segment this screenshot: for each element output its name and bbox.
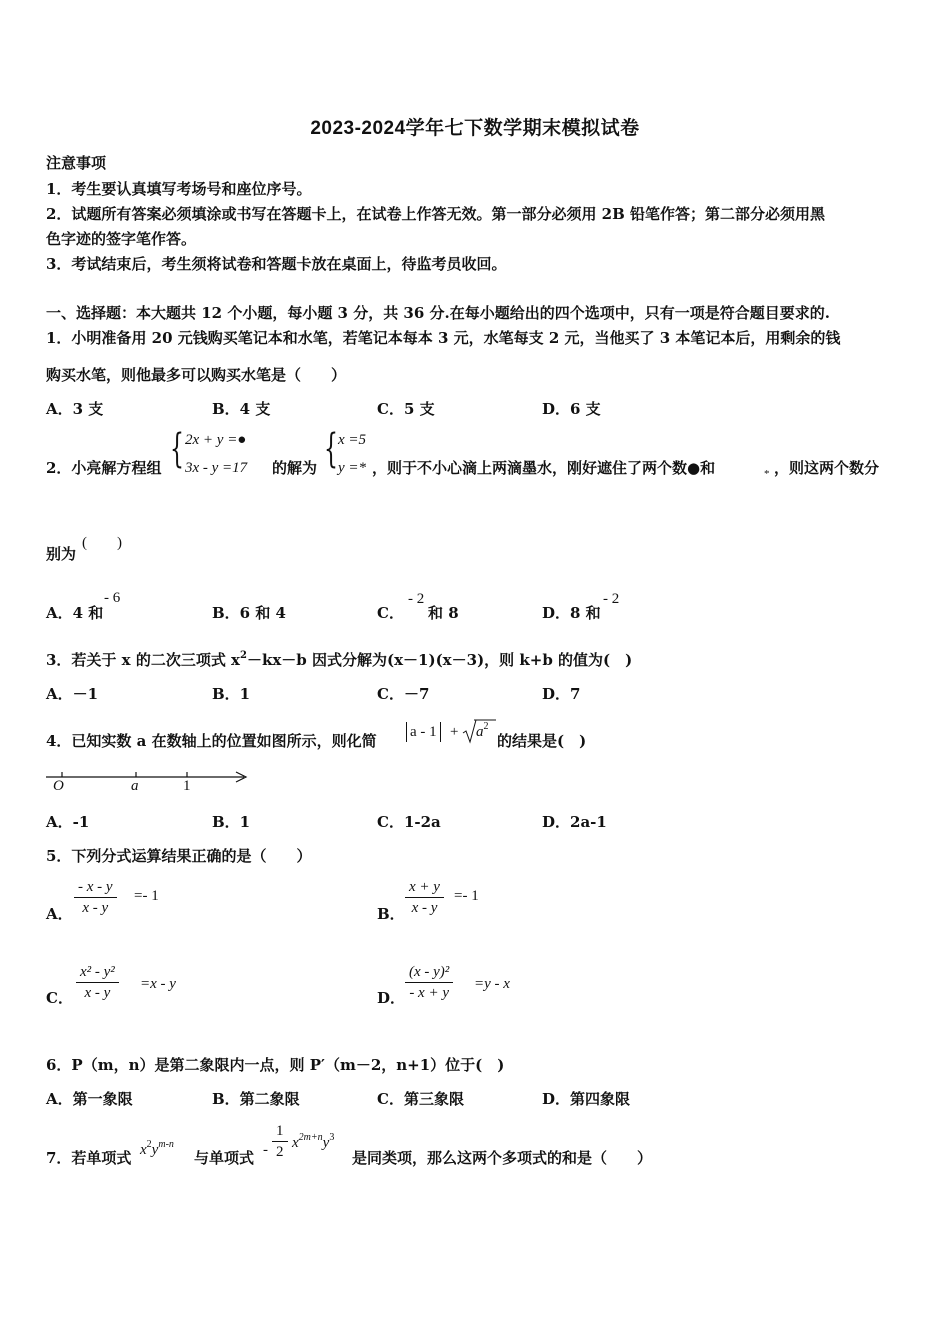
q1-option-b: B．4 支 <box>212 400 271 418</box>
q2-option-c-value: - 2 <box>408 591 425 607</box>
q6-option-a: A．第一象限 <box>46 1090 133 1108</box>
star-symbol: * <box>764 468 770 480</box>
q5-option-c-fraction: $\frac{\text{x² - y²}}{x - y}$ <box>76 962 119 1003</box>
q3-option-b: B．1 <box>212 685 251 703</box>
q3-option-c: C．－7 <box>377 685 430 703</box>
question-1-text: 1．小明准备用 20 元钱购买笔记本和水笔，若笔记本每本 3 元，水笔每支 2 元，当他买了 3 本笔记本后，用剩余的钱 <box>46 329 841 347</box>
question-2-mid: 的解为 <box>272 459 318 477</box>
q5-option-a-fraction: $\frac{- x - y}{x - y}$ <box>74 877 117 918</box>
q5-option-a-label: A． <box>46 905 73 923</box>
monomial-2: $x^{2m+n}y^3$ <box>292 1132 335 1151</box>
question-7-suffix: 是同类项，那么这两个多项式的和是（ ） <box>352 1149 653 1167</box>
solution-2: y =* <box>338 460 367 476</box>
axis-label-a: a <box>131 778 139 794</box>
question-4-text: 4．已知实数 a 在数轴上的位置如图所示，则化简 <box>46 732 377 750</box>
q7-fraction: $\frac{1}{2}$ <box>272 1121 288 1162</box>
q2-option-a-value: - 6 <box>104 590 121 606</box>
axis-label-one: 1 <box>183 778 191 794</box>
equation-2: 3x - y =17 <box>185 460 248 476</box>
sqrt-radicand: $a^2$ <box>476 721 489 740</box>
q5-option-d-rhs: =y - x <box>474 976 510 992</box>
q6-option-d: D．第四象限 <box>542 1090 631 1108</box>
q4-option-c: C．1-2a <box>377 813 441 831</box>
axis-label-origin: O <box>53 778 64 794</box>
number-line <box>44 766 254 798</box>
equation-1: 2x + y =● <box>185 432 247 448</box>
q5-option-c-label: C． <box>46 989 73 1007</box>
section-heading: 一、选择题：本大题共 12 个小题，每小题 3 分，共 36 分.在每小题给出的四个选项中，只有一项是符合题目要求的. <box>46 304 830 322</box>
q2-option-c: C． <box>377 604 404 622</box>
q5-option-b-rhs: =- 1 <box>454 888 479 904</box>
question-5-text: 5．下列分式运算结果正确的是（ ） <box>46 847 312 865</box>
brace-icon: { <box>170 426 184 472</box>
q2-option-d: D．8 和 <box>542 604 601 622</box>
q5-option-a-rhs: =- 1 <box>134 888 159 904</box>
question-7-prefix: 7．若单项式 <box>46 1149 132 1167</box>
question-7-mid: 与单项式 <box>194 1149 255 1167</box>
question-1-text: 购买水笔，则他最多可以购买水笔是（ ） <box>46 366 347 384</box>
q2-option-a: A．4 和 <box>46 604 104 622</box>
q5-option-d-label: D． <box>377 989 406 1007</box>
page-title: 2023-2024学年七下数学期末模拟试卷 <box>310 118 640 139</box>
q1-option-c: C．5 支 <box>377 400 435 418</box>
q3-option-d: D．7 <box>542 685 581 703</box>
question-4-suffix: 的结果是( ) <box>497 732 587 750</box>
question-2-prefix: 2．小亮解方程组 <box>46 459 162 477</box>
question-2-suffix2: ，则这两个数分 <box>774 459 880 477</box>
plus-sign: + <box>450 724 459 740</box>
sqrt-bar <box>474 718 496 722</box>
notice-item: 3．考试结束后，考生须将试卷和答题卡放在桌面上，待监考员收回。 <box>46 255 507 273</box>
question-3-text: 3．若关于 x 的二次三项式 $x^2-kx-b$ 因式分解为(x－1)(x－3)，则 k+b 的值为( ) <box>46 650 633 669</box>
q4-option-b: B．1 <box>212 813 251 831</box>
q5-option-d-fraction: $\frac{\text{(x - y)²}}{- x + y}$ <box>405 962 453 1003</box>
monomial-1: $x^2y^{m-n}$ <box>140 1139 174 1158</box>
q6-option-b: B．第二象限 <box>212 1090 300 1108</box>
q4-option-a: A．-1 <box>46 813 90 831</box>
q1-option-a: A．3 支 <box>46 400 104 418</box>
question-2-suffix: ，则于不小心滴上两滴墨水，刚好遮住了两个数●和 <box>372 459 716 477</box>
answer-blank: ( ) <box>82 535 122 551</box>
q2-option-b: B．6 和 4 <box>212 604 286 622</box>
q5-option-b-fraction: $\frac{x + y}{x - y}$ <box>405 877 444 918</box>
notice-item: 2．试题所有答案必须填涂或书写在答题卡上，在试卷上作答无效。第一部分必须用 2B 铅笔作答；第二部分必须用黑 <box>46 205 826 223</box>
q2-option-d-value: - 2 <box>603 591 620 607</box>
q5-option-c-rhs: =x - y <box>140 976 176 992</box>
question-6-text: 6．P（m，n）是第二象限内一点，则 P′（m－2，n+1）位于( ) <box>46 1056 505 1074</box>
notice-item: 1．考生要认真填写考场号和座位序号。 <box>46 180 312 198</box>
notice-item: 色字迹的签字笔作答。 <box>46 230 197 248</box>
question-2-line2: 别为 <box>46 545 77 563</box>
q2-option-c-suffix: 和 8 <box>428 604 459 622</box>
q1-option-d: D．6 支 <box>542 400 601 418</box>
q3-option-a: A．－1 <box>46 685 99 703</box>
brace-icon: { <box>324 426 338 472</box>
minus-sign: - <box>263 1142 268 1158</box>
q5-option-b-label: B． <box>377 905 405 923</box>
notice-heading: 注意事项 <box>46 154 107 172</box>
q4-option-d: D．2a-1 <box>542 813 607 831</box>
q6-option-c: C．第三象限 <box>377 1090 464 1108</box>
absolute-value: a - 1 <box>406 722 441 742</box>
solution-1: x =5 <box>338 432 367 448</box>
